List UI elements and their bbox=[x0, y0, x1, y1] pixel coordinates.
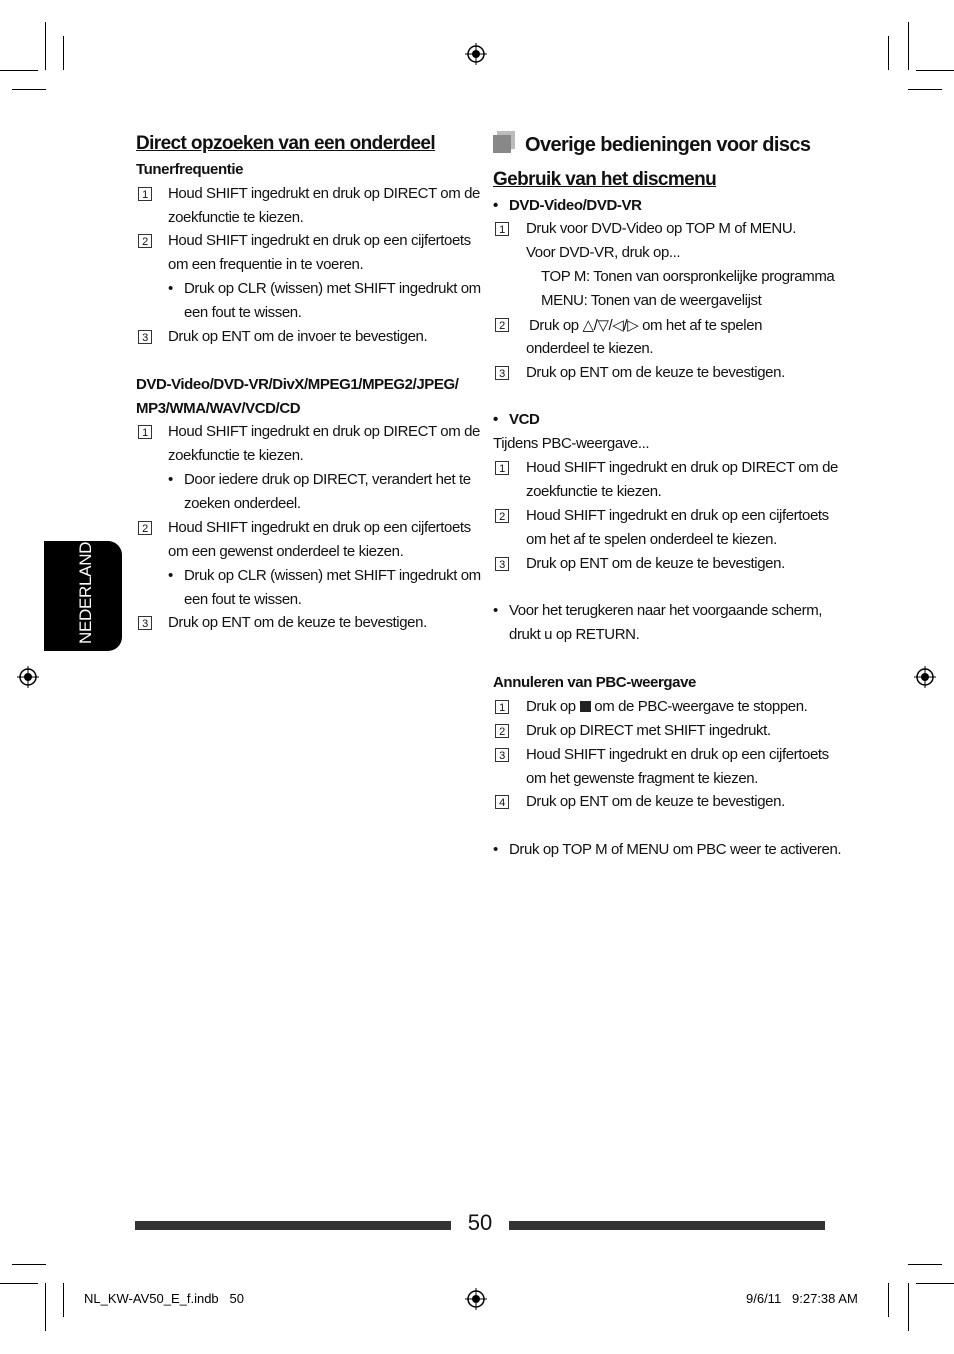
step-text: onderdeel te kiezen. bbox=[526, 340, 654, 357]
language-tab-label: NEDERLANDS bbox=[76, 530, 95, 644]
step-text: Voor DVD-VR, druk op... bbox=[526, 244, 681, 261]
page-bar-right bbox=[509, 1221, 825, 1230]
step-number: 2 bbox=[495, 509, 509, 523]
step-text: Druk op DIRECT met SHIFT ingedrukt. bbox=[526, 722, 771, 739]
crop-mark bbox=[45, 22, 46, 70]
crop-mark bbox=[908, 1264, 942, 1265]
crop-mark bbox=[0, 1283, 38, 1284]
step-text: Houd SHIFT ingedrukt en druk op een cijfertoets bbox=[526, 507, 829, 524]
step-text: Houd SHIFT ingedrukt en druk op een cijfertoets bbox=[168, 519, 471, 536]
crop-mark bbox=[888, 36, 889, 70]
step-number: 2 bbox=[138, 234, 152, 248]
step-number: 1 bbox=[495, 222, 509, 236]
footer-file-info: NL_KW-AV50_E_f.indb 50 bbox=[84, 1291, 244, 1306]
step-number: 2 bbox=[138, 521, 152, 535]
step-number: 3 bbox=[495, 748, 509, 762]
crop-mark bbox=[12, 89, 46, 90]
subheading: DVD-Video/DVD-VR/DivX/MPEG1/MPEG2/JPEG/ bbox=[136, 376, 459, 393]
crop-mark bbox=[916, 70, 954, 71]
crop-mark bbox=[12, 1264, 46, 1265]
step-text: Houd SHIFT ingedrukt en druk op een cijfertoets bbox=[526, 746, 829, 763]
bullet-heading: • DVD-Video/DVD-VR bbox=[509, 197, 642, 214]
crop-mark bbox=[888, 1283, 889, 1317]
step-text bbox=[526, 698, 807, 715]
step-text: om een gewenst onderdeel te kiezen. bbox=[168, 543, 404, 560]
bullet-text: zoeken onderdeel. bbox=[184, 495, 301, 512]
step-text: Druk op ENT om de invoer te bevestigen. bbox=[168, 328, 428, 345]
crop-mark bbox=[908, 1283, 909, 1331]
step-text: Houd SHIFT ingedrukt en druk op DIRECT om de bbox=[526, 459, 838, 476]
step-number: 4 bbox=[495, 795, 509, 809]
crop-mark bbox=[0, 70, 38, 71]
subheading: MP3/WMA/WAV/VCD/CD bbox=[136, 400, 301, 417]
crop-mark bbox=[916, 1283, 954, 1284]
bullet-text: een fout te wissen. bbox=[184, 591, 302, 608]
step-text: zoekfunctie te kiezen. bbox=[168, 447, 304, 464]
step-text: MENU: Tonen van de weergavelijst bbox=[541, 292, 762, 309]
step-number: 3 bbox=[138, 330, 152, 344]
note-text: • Druk op TOP M of MENU om PBC weer te activeren. bbox=[509, 841, 841, 858]
bullet-heading: • VCD bbox=[509, 411, 539, 428]
step-text: Houd SHIFT ingedrukt en druk op een cijfertoets bbox=[168, 232, 471, 249]
step-text-part: om de PBC-weergave te stoppen. bbox=[594, 698, 808, 715]
registration-mark-icon bbox=[465, 1288, 487, 1310]
footer-timestamp: 9/6/11 9:27:38 AM bbox=[746, 1291, 858, 1306]
step-text: zoekfunctie te kiezen. bbox=[168, 209, 304, 226]
registration-mark-icon bbox=[17, 666, 39, 688]
section-title: Overige bedieningen voor discs bbox=[525, 134, 811, 156]
page-bar-left bbox=[135, 1221, 451, 1230]
step-number: 1 bbox=[138, 187, 152, 201]
step-text: Houd SHIFT ingedrukt en druk op DIRECT om de bbox=[168, 185, 480, 202]
subsection-title: Gebruik van het discmenu bbox=[493, 169, 717, 190]
step-number: 2 bbox=[495, 318, 509, 332]
step-text: om een frequentie in te voeren. bbox=[168, 256, 364, 273]
step-text: Druk op ENT om de keuze te bevestigen. bbox=[168, 614, 427, 631]
step-text: Druk voor DVD-Video op TOP M of MENU. bbox=[526, 220, 797, 237]
registration-mark-icon bbox=[465, 43, 487, 65]
bullet-text: • Druk op CLR (wissen) met SHIFT ingedrukt om bbox=[184, 280, 481, 297]
note-text: • Voor het terugkeren naar het voorgaande scherm, bbox=[509, 602, 822, 619]
step-number: 3 bbox=[138, 616, 152, 630]
crop-mark bbox=[63, 1283, 64, 1317]
step-number: 1 bbox=[495, 700, 509, 714]
note-text: drukt u op RETURN. bbox=[509, 626, 640, 643]
page-number: 50 bbox=[467, 1210, 493, 1235]
step-text: TOP M: Tonen van oorspronkelijke programma bbox=[541, 268, 835, 285]
step-text: om het gewenste fragment te kiezen. bbox=[526, 770, 758, 787]
stop-icon bbox=[580, 701, 591, 712]
step-text: Druk op ENT om de keuze te bevestigen. bbox=[526, 364, 785, 381]
step-text: Druk op △/▽/◁/▷ om het af te spelen bbox=[529, 317, 763, 334]
step-text: zoekfunctie te kiezen. bbox=[526, 483, 662, 500]
body-text: Tijdens PBC-weergave... bbox=[493, 435, 650, 452]
crop-mark bbox=[45, 1283, 46, 1331]
step-text: Houd SHIFT ingedrukt en druk op DIRECT om de bbox=[168, 423, 480, 440]
step-text: om het af te spelen onderdeel te kiezen. bbox=[526, 531, 777, 548]
crop-mark bbox=[908, 22, 909, 70]
step-number: 1 bbox=[495, 461, 509, 475]
step-text-part: Druk op bbox=[526, 698, 576, 715]
crop-mark bbox=[908, 89, 942, 90]
step-text: Druk op ENT om de keuze te bevestigen. bbox=[526, 555, 785, 572]
bullet-text: • Druk op CLR (wissen) met SHIFT ingedrukt om bbox=[184, 567, 481, 584]
step-text: Druk op ENT om de keuze te bevestigen. bbox=[526, 793, 785, 810]
bullet-text: • Door iedere druk op DIRECT, verandert het te bbox=[184, 471, 471, 488]
registration-mark-icon bbox=[914, 666, 936, 688]
bullet-text: een fout te wissen. bbox=[184, 304, 302, 321]
crop-mark bbox=[63, 36, 64, 70]
step-number: 3 bbox=[495, 557, 509, 571]
step-number: 1 bbox=[138, 425, 152, 439]
section-marker-icon bbox=[493, 135, 511, 153]
step-number: 3 bbox=[495, 366, 509, 380]
subheading: Tunerfrequentie bbox=[136, 161, 244, 178]
section-title: Direct opzoeken van een onderdeel bbox=[136, 133, 436, 154]
step-number: 2 bbox=[495, 724, 509, 738]
subheading: Annuleren van PBC-weergave bbox=[493, 674, 696, 691]
